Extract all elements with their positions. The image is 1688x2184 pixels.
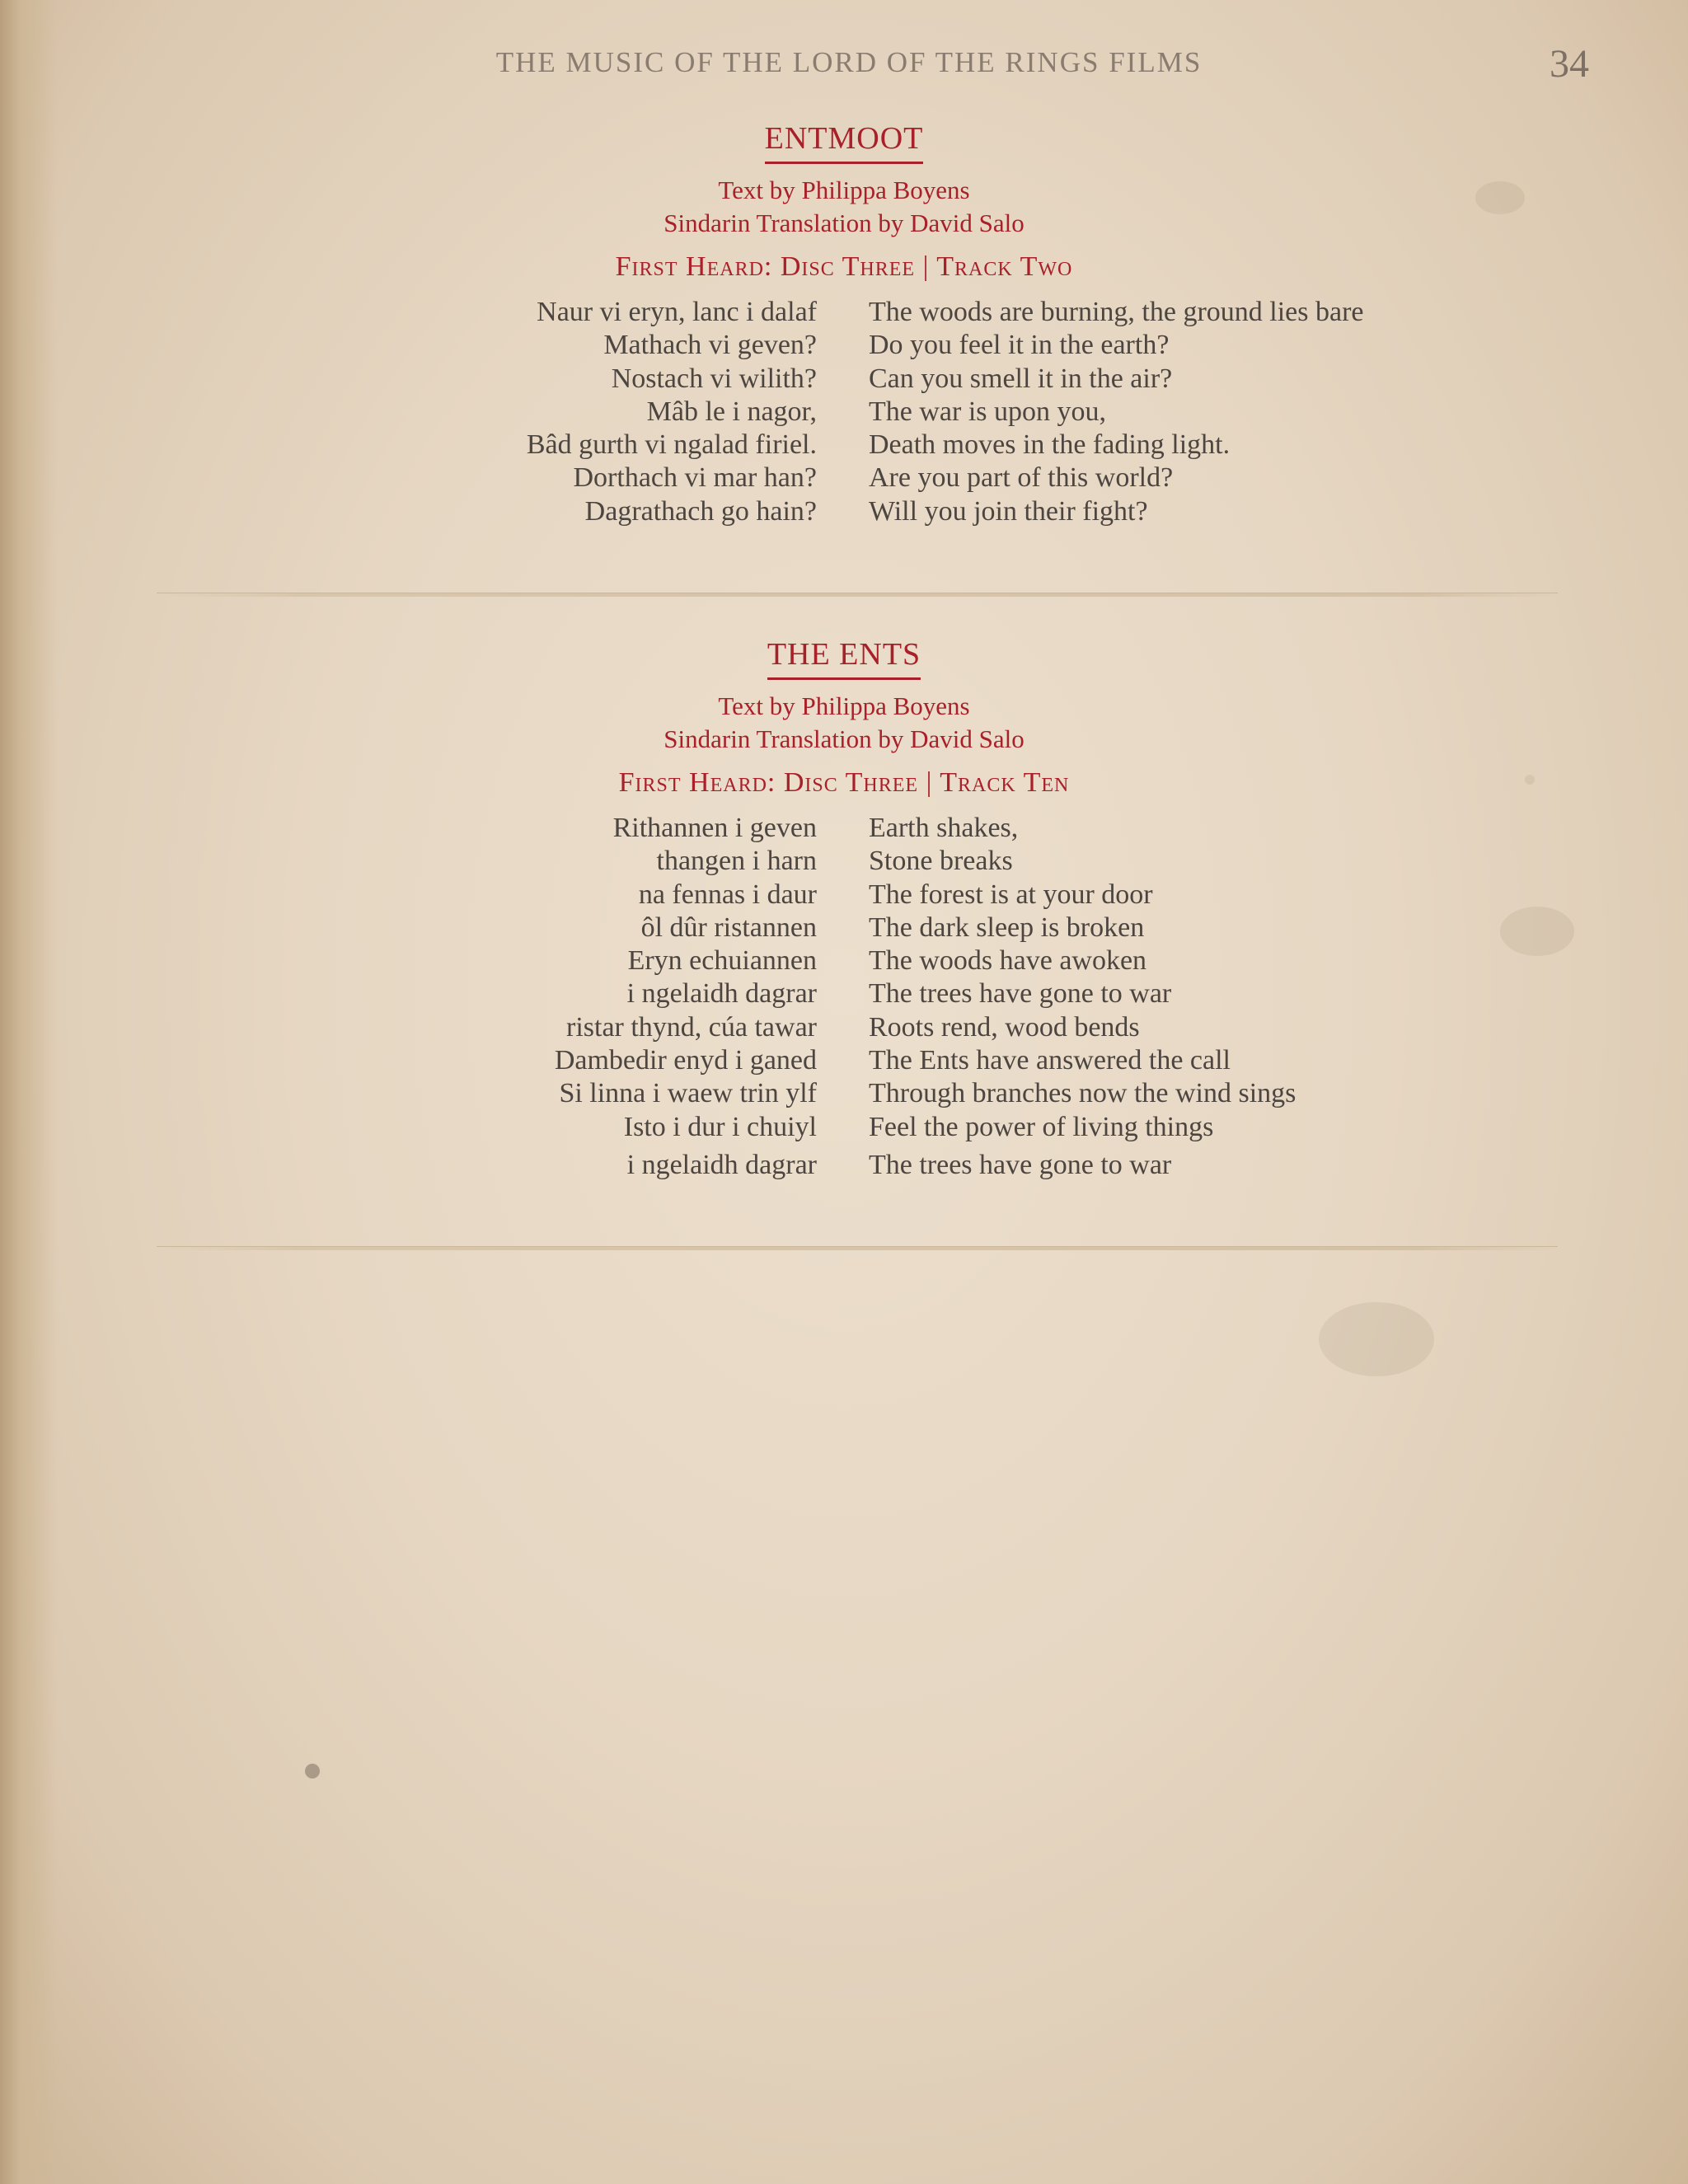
sindarin-line: Dorthach vi mar han? <box>573 462 817 494</box>
sindarin-line: Naur vi eryn, lanc i dalaf <box>537 297 817 327</box>
english-line: The trees have gone to war <box>869 1149 1172 1180</box>
sindarin-line: thangen i harn <box>656 846 817 877</box>
sindarin-line: na fennas i daur <box>638 879 817 910</box>
english-line: The Ents have answered the call <box>869 1045 1231 1076</box>
sindarin-line: Rithannen i geven <box>612 813 817 843</box>
song-section-the-ents <box>0 636 1688 1180</box>
sindarin-column <box>527 296 817 528</box>
sindarin-column <box>555 812 817 1182</box>
sindarin-line: Nostach vi wilith? <box>611 363 817 394</box>
english-line: The woods have awoken <box>869 945 1147 977</box>
english-line: Death moves in the fading light. <box>869 429 1231 461</box>
sindarin-line: Dagrathach go hain? <box>584 495 817 527</box>
english-line: The woods are burning, the ground lies bare <box>869 297 1364 327</box>
song-section-entmoot <box>0 120 1688 527</box>
english-line: Through branches now the wind sings <box>869 1078 1296 1109</box>
sindarin-line: Dambedir enyd i ganed <box>554 1045 817 1076</box>
english-line: Earth shakes, <box>869 813 1019 843</box>
page-number: 34 <box>1550 42 1589 86</box>
english-column <box>869 812 1296 1182</box>
worn-left-edge <box>0 0 58 2184</box>
english-line: The war is upon you, <box>869 396 1107 427</box>
english-column <box>869 296 1364 528</box>
text-credit: Text by Philippa Boyens <box>718 691 970 720</box>
running-header-title: THE MUSIC OF THE LORD OF THE RINGS FILMS <box>495 46 1203 78</box>
sindarin-line: Isto i dur i chuiyl <box>623 1111 817 1142</box>
song-title: THE ENTS <box>0 636 1688 680</box>
sindarin-line: i ngelaidh dagrar <box>626 978 817 1010</box>
sindarin-line: ôl dûr ristannen <box>640 912 817 943</box>
english-line: The dark sleep is broken <box>869 912 1145 943</box>
english-line: Do you feel it in the earth? <box>869 330 1170 361</box>
first-heard-label: First Heard: Disc Three | Track Two <box>615 251 1073 282</box>
section-divider <box>157 593 1558 597</box>
english-line: Feel the power of living things <box>869 1111 1214 1142</box>
first-heard-label: First Heard: Disc Three | Track Ten <box>618 767 1070 798</box>
sindarin-line: Eryn echuiannen <box>627 945 817 977</box>
translation-credit: Sindarin Translation by David Salo <box>663 209 1025 237</box>
english-line: The trees have gone to war <box>869 978 1172 1010</box>
sindarin-line: ristar thynd, cúa tawar <box>566 1011 817 1043</box>
english-line: Can you smell it in the air? <box>869 363 1173 394</box>
translation-credit: Sindarin Translation by David Salo <box>663 724 1025 753</box>
english-line: Will you join their fight? <box>869 495 1148 527</box>
paper-stain <box>1319 1302 1434 1376</box>
song-title: ENTMOOT <box>0 120 1688 164</box>
sindarin-line: Mathach vi geven? <box>603 330 817 361</box>
paper-stain <box>305 1764 320 1779</box>
sindarin-line: i ngelaidh dagrar <box>626 1149 817 1180</box>
english-line: Are you part of this world? <box>869 462 1174 494</box>
text-credit: Text by Philippa Boyens <box>718 176 970 204</box>
english-line: Roots rend, wood bends <box>869 1011 1140 1043</box>
english-line: Stone breaks <box>869 846 1013 877</box>
sindarin-line: Bâd gurth vi ngalad firiel. <box>526 429 817 461</box>
sindarin-line: Mâb le i nagor, <box>646 396 817 427</box>
english-line: The forest is at your door <box>869 879 1153 910</box>
section-divider <box>157 1246 1558 1250</box>
paper-stain <box>1500 907 1574 956</box>
sindarin-line: Si linna i waew trin ylf <box>559 1078 817 1109</box>
